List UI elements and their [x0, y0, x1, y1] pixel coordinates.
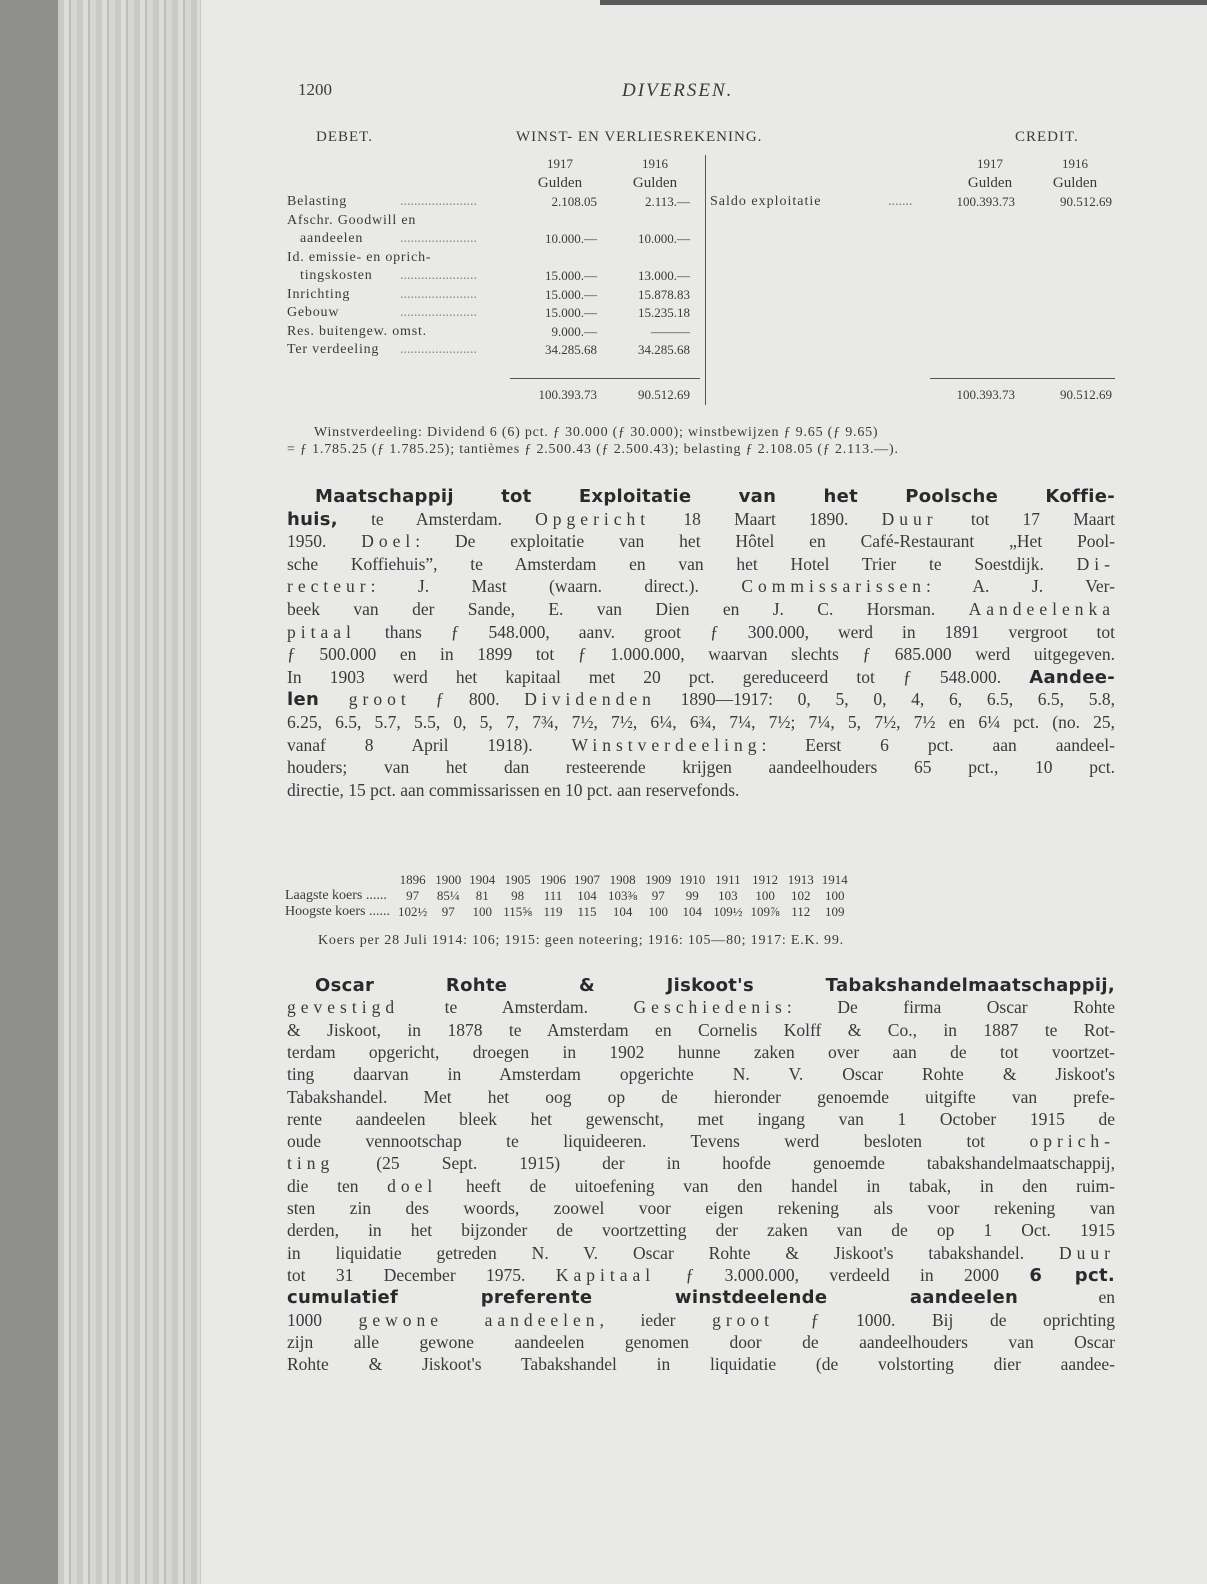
debet-value-1916: ———: [651, 323, 690, 339]
debet-row-label: Ter verdeeling: [287, 342, 380, 357]
text-line: [287, 1265, 1115, 1286]
laagste-label: Laagste koers ......: [285, 888, 387, 903]
koers-table: [285, 872, 852, 920]
bold-text: Maatschappij tot Exploitatie van het Poolsche Koffie-: [315, 486, 1115, 507]
leader-dots: ......................: [400, 342, 477, 357]
koers-hoogste-cell: 104: [612, 904, 633, 919]
bold-text: len: [287, 689, 320, 711]
koers-hoogste-cell: 104: [682, 904, 703, 919]
text: te Amsterdam.: [399, 997, 634, 1018]
debet-value-1917: 15.000.—: [545, 305, 597, 320]
koers-laagste-cell: 100: [755, 888, 775, 903]
text: & Jiskoot, in 1878 te Amsterdam en Cornelis Kolff & Co., in 1887 te Rot-: [287, 1019, 1115, 1040]
debet-row-label: Inrichting: [287, 286, 351, 302]
text-line: [287, 1220, 1115, 1241]
text-line: [287, 531, 1115, 552]
text: : De firma Oscar Rohte: [786, 997, 1116, 1018]
text-line: [287, 486, 1115, 507]
spaced-text: groot: [712, 1309, 775, 1330]
debet-label: DEBET.: [316, 129, 373, 145]
koers-hoogste-cell: 115⅝: [503, 904, 533, 919]
hoogste-label: Hoogste koers ......: [285, 904, 390, 919]
koers-laagste-cell: 81: [475, 888, 489, 903]
year-1917: 1917: [977, 156, 1003, 171]
koers-years-cell: 1913: [787, 872, 814, 887]
year-1916: 1916: [642, 156, 668, 171]
text: rente aandeelen bleek het gewenscht, met ingang van 1 October 1915 de: [287, 1108, 1115, 1129]
text: die ten: [287, 1175, 388, 1196]
text-line: [287, 1109, 1115, 1130]
koers-hoogste-cell: 115: [577, 904, 597, 919]
text: terdam opgericht, droegen in 1902 hunne zaken over aan de tot voortzet-: [287, 1041, 1115, 1062]
text-line: [287, 1198, 1115, 1219]
text: : Eerst 6 pct. aan aandeel-: [761, 734, 1115, 755]
text-line: [287, 1332, 1115, 1353]
leader-dots: ......................: [400, 268, 477, 283]
koers-years-cell: 1911: [715, 872, 741, 887]
spaced-text: Winstverdeeling: [571, 734, 762, 755]
koers-laagste-cell: 103⅜: [608, 888, 638, 903]
koers-laagste-cell: 98: [511, 888, 525, 903]
text-line: [287, 997, 1115, 1018]
text-line: [287, 667, 1115, 688]
koers-years-cell: 1896: [399, 872, 426, 887]
text: directie, 15 pct. aan commissarissen en 10 pct. aan reservefonds.: [287, 779, 740, 800]
text: ƒ 1000. Bij de oprichting: [774, 1309, 1115, 1330]
text-line: [287, 780, 1115, 801]
text: vanaf 8 April 1918).: [287, 734, 572, 755]
text: ƒ 500.000 en in 1899 tot ƒ 1.000.000, waarvan slechts ƒ 685.000 werd uitgegeven.: [287, 644, 1115, 665]
bold-text: cumulatief preferente winstdeelende aandeelen: [287, 1287, 1019, 1309]
text: derden, in het bijzonder de voortzetting der zaken van de op 1 Oct. 1915: [287, 1220, 1115, 1241]
text: beek van der Sande, E. van Dien en J. C. Horsman.: [287, 599, 969, 619]
text-line: [287, 1042, 1115, 1063]
text: : A. J. Ver-: [926, 576, 1115, 597]
debet-value-1916: 34.285.68: [638, 342, 690, 357]
spaced-text: Duur: [1059, 1242, 1115, 1263]
koers-years-cell: 1907: [574, 872, 601, 887]
column-divider: [705, 155, 706, 405]
koers-laagste-cell: 104: [577, 888, 597, 903]
debet-value-1917: 9.000.—: [551, 323, 597, 339]
text: , ieder: [599, 1309, 713, 1330]
text-line: [287, 975, 1115, 996]
spaced-text: Geschiedenis: [633, 997, 787, 1018]
debet-value-1916: 15.878.83: [638, 286, 690, 302]
spaced-text: Aandeelenka: [968, 599, 1115, 619]
text: ƒ 800.: [410, 689, 525, 710]
spaced-text: gewone aandeelen: [358, 1309, 600, 1330]
koers-years-cell: 1909: [645, 872, 672, 887]
bold-text: 6 pct.: [1029, 1264, 1116, 1286]
spaced-text: Opgericht: [535, 508, 651, 529]
spaced-text: Dividenden: [524, 689, 656, 710]
koers-hoogste-cell: 112: [791, 904, 811, 919]
page-number: 1200: [298, 80, 332, 99]
text-line: [287, 689, 1115, 710]
debet-value-1916: 13.000.—: [638, 268, 690, 283]
total-rule: [930, 378, 1115, 379]
spaced-text: Commissarissen: [741, 576, 927, 597]
leader-dots: ......................: [400, 286, 477, 302]
text: in liquidatie getreden N. V. Oscar Rohte & Jiskoot's tabakshandel.: [287, 1242, 1060, 1263]
text-line: [287, 1087, 1115, 1108]
spaced-text: doel: [387, 1175, 438, 1196]
text: 1950.: [287, 531, 362, 552]
winstverdeeling-note: Winstverdeeling: Dividend 6 (6) pct. ƒ 30.000 (ƒ 30.000); winstbewijzen ƒ 9.65 (ƒ 9.65): [314, 425, 879, 440]
credit-1916: 90.512.69: [1060, 194, 1112, 209]
koers-years-cell: 1908: [609, 872, 636, 887]
text: houders; van het dan resteerende krijgen aandeelhouders 65 pct., 10 pct.: [287, 757, 1115, 778]
credit-row-label: Saldo exploitatie: [710, 194, 822, 209]
koers-note: Koers per 28 Juli 1914: 106; 1915: geen noteering; 1916: 105—80; 1917: E.K. 99.: [318, 933, 844, 948]
text: : J. Mast (waarn. direct.).: [370, 576, 742, 597]
koers-years-cell: 1905: [504, 872, 531, 887]
text-line: [287, 599, 1115, 620]
text-line: [287, 1020, 1115, 1041]
spaced-text: oprich-: [1029, 1131, 1115, 1152]
text-line: [287, 1176, 1115, 1197]
koers-hoogste-cell: 109⅞: [750, 904, 780, 919]
debet-value-1917: 10.000.—: [545, 231, 597, 246]
text: ting daarvan in Amsterdam opgerichte N. V. Oscar Rohte & Jiskoot's: [287, 1064, 1115, 1085]
koers-years-cell: 1914: [821, 872, 848, 887]
text: sche Koffiehuis”, te Amsterdam en van het Hotel Trier te Soestdijk.: [287, 553, 1077, 574]
text: In 1903 werd het kapitaal met 20 pct. gereduceerd tot ƒ 548.000.: [287, 666, 1030, 687]
text-line: [287, 644, 1115, 665]
koers-years-cell: 1900: [435, 872, 462, 887]
koers-years-cell: 1910: [679, 872, 706, 887]
text: oude vennootschap te liquideeren. Tevens werd besloten tot: [287, 1131, 1030, 1152]
page-edges: [58, 0, 200, 1584]
bold-text: Oscar Rohte & Jiskoot's Tabakshandelmaatschappij,: [315, 975, 1115, 996]
year-1916: 1916: [1062, 156, 1088, 171]
text-line: [287, 554, 1115, 575]
text: tot 31 December 1975.: [287, 1264, 556, 1285]
koers-laagste-cell: 103: [718, 888, 738, 903]
spaced-text: gevestigd: [287, 997, 400, 1018]
credit-total-1917: 100.393.73: [956, 387, 1015, 402]
text-line: [287, 576, 1115, 597]
year-1917: 1917: [547, 156, 573, 171]
text: ƒ 3.000.000, verdeeld in 2000: [655, 1264, 1030, 1285]
leader-dots: ......................: [400, 231, 477, 246]
text: 1000: [287, 1309, 359, 1330]
koers-years-cell: 1906: [540, 872, 567, 887]
section-title: DIVERSEN.: [622, 80, 734, 101]
text: 18 Maart 1890.: [650, 508, 882, 529]
text: (25 Sept. 1915) der in hoofde genoemde tabakshandelmaatschappij,: [334, 1153, 1115, 1174]
koers-laagste-cell: 97: [406, 888, 420, 903]
debet-row-label: Belasting: [287, 194, 348, 209]
debet-row-label: Res. buitengew. omst.: [287, 323, 427, 339]
spaced-text: ting: [287, 1153, 335, 1174]
debet-row-label: aandeelen: [300, 231, 364, 246]
koers-hoogste-cell: 109½: [713, 904, 743, 919]
text-line: [287, 735, 1115, 756]
koers-laagste-cell: 99: [685, 888, 699, 903]
total-rule: [510, 378, 700, 379]
debet-row-label: Gebouw: [287, 305, 340, 320]
debet-total-1917: 100.393.73: [538, 387, 597, 402]
debet-value-1917: 34.285.68: [545, 342, 597, 357]
text: thans ƒ 548.000, aanv. groot ƒ 300.000, werd in 1891 vergroot tot: [355, 621, 1115, 642]
text: en: [1018, 1287, 1115, 1308]
text-line: [287, 622, 1115, 643]
text: zijn alle gewone aandeelen genomen door de aandeelhouders van Oscar: [287, 1331, 1115, 1352]
text: sten zin des woords, zoowel voor eigen rekening als voor rekening van: [287, 1198, 1115, 1218]
text: : De exploitatie van het Hôtel en Café-Restaurant „Het Pool-: [415, 531, 1115, 552]
unit: Gulden: [1052, 175, 1098, 191]
unit: Gulden: [537, 175, 583, 191]
text-line: [287, 1064, 1115, 1085]
debet-value-1916: 15.235.18: [638, 305, 690, 320]
debet-value-1916: 10.000.—: [638, 231, 690, 246]
spaced-text: Duur: [881, 508, 938, 529]
koers-hoogste-cell: 97: [441, 904, 455, 919]
text-line: [287, 1131, 1115, 1152]
winstverdeeling-note: = ƒ 1.785.25 (ƒ 1.785.25); tantièmes ƒ 2.500.43 (ƒ 2.500.43); belasting ƒ 2.108.05 (ƒ 2.113.—).: [287, 442, 899, 457]
unit: Gulden: [632, 175, 678, 191]
spaced-text: Doel: [361, 531, 416, 552]
leader-dots: ......................: [400, 305, 477, 320]
spaced-text: groot: [319, 689, 411, 710]
debet-value-1916: 2.113.—: [644, 194, 690, 209]
text-line: [287, 1310, 1115, 1331]
text-line: [287, 757, 1115, 778]
account-title: WINST- EN VERLIESREKENING.: [516, 129, 763, 145]
koers-years-cell: 1912: [752, 872, 779, 887]
spaced-text: Kapitaal: [555, 1264, 656, 1285]
text-line: [287, 712, 1115, 733]
text-line: [287, 1243, 1115, 1264]
debet-row-label: tingskosten: [300, 268, 373, 283]
spaced-text: Di-: [1076, 553, 1115, 574]
text: heeft de uitoefening van den handel in tabak, in den ruim-: [437, 1175, 1115, 1196]
debet-row-label: Id. emissie- en oprich-: [287, 249, 432, 265]
text: 1890—1917: 0, 5, 0, 4, 6, 6.5, 6.5, 5.8,: [655, 689, 1115, 710]
spaced-text: recteur: [287, 576, 371, 597]
spaced-text: pitaal: [287, 621, 356, 642]
koers-hoogste-cell: 102½: [398, 904, 428, 919]
koers-laagste-cell: 102: [791, 888, 811, 903]
credit-1917: 100.393.73: [956, 194, 1015, 209]
koers-hoogste-cell: 119: [543, 904, 563, 919]
debet-total-1916: 90.512.69: [638, 387, 690, 402]
text: Tabakshandel. Met het oog op de hieronder genoemde uitgifte van prefe-: [287, 1086, 1115, 1107]
text-line: [287, 1153, 1115, 1174]
text: 6.25, 6.5, 5.7, 5.5, 0, 5, 7, 7¾, 7½, 7½, 6¼, 6¾, 7¼, 7½; 7¼, 5, 7½, 7½ en 6¼ pct. (no. 25,: [287, 712, 1115, 732]
debet-value-1917: 15.000.—: [545, 268, 597, 283]
text: te Amsterdam.: [337, 508, 536, 529]
koers-hoogste-cell: 100: [648, 904, 669, 919]
bold-text: Aandee-: [1029, 666, 1115, 688]
text-line: [287, 509, 1115, 530]
leader-dots: ......................: [400, 194, 477, 209]
bold-text: huis,: [287, 508, 338, 530]
text: tot 17 Maart: [937, 508, 1116, 529]
koers-hoogste-cell: 109: [825, 904, 845, 919]
koers-years-cell: 1904: [469, 872, 496, 887]
text: Rohte & Jiskoot's Tabakshandel in liquidatie (de volstorting dier aandee-: [287, 1354, 1115, 1375]
koers-hoogste-cell: 100: [472, 904, 492, 919]
debet-value-1917: 15.000.—: [545, 286, 597, 302]
debet-row-label: Afschr. Goodwill en: [287, 212, 417, 228]
koers-laagste-cell: 97: [651, 888, 665, 903]
credit-total-1916: 90.512.69: [1060, 387, 1112, 402]
text-line: [287, 1287, 1115, 1308]
credit-label: CREDIT.: [1015, 129, 1079, 145]
koers-laagste-cell: 111: [543, 888, 563, 903]
book-gutter: [0, 0, 58, 1584]
text-line: [287, 1354, 1115, 1375]
koers-laagste-cell: 85¼: [436, 888, 460, 903]
koers-laagste-cell: 100: [825, 888, 845, 903]
unit: Gulden: [967, 175, 1013, 191]
top-edge: [600, 0, 1207, 5]
debet-value-1917: 2.108.05: [551, 194, 597, 209]
